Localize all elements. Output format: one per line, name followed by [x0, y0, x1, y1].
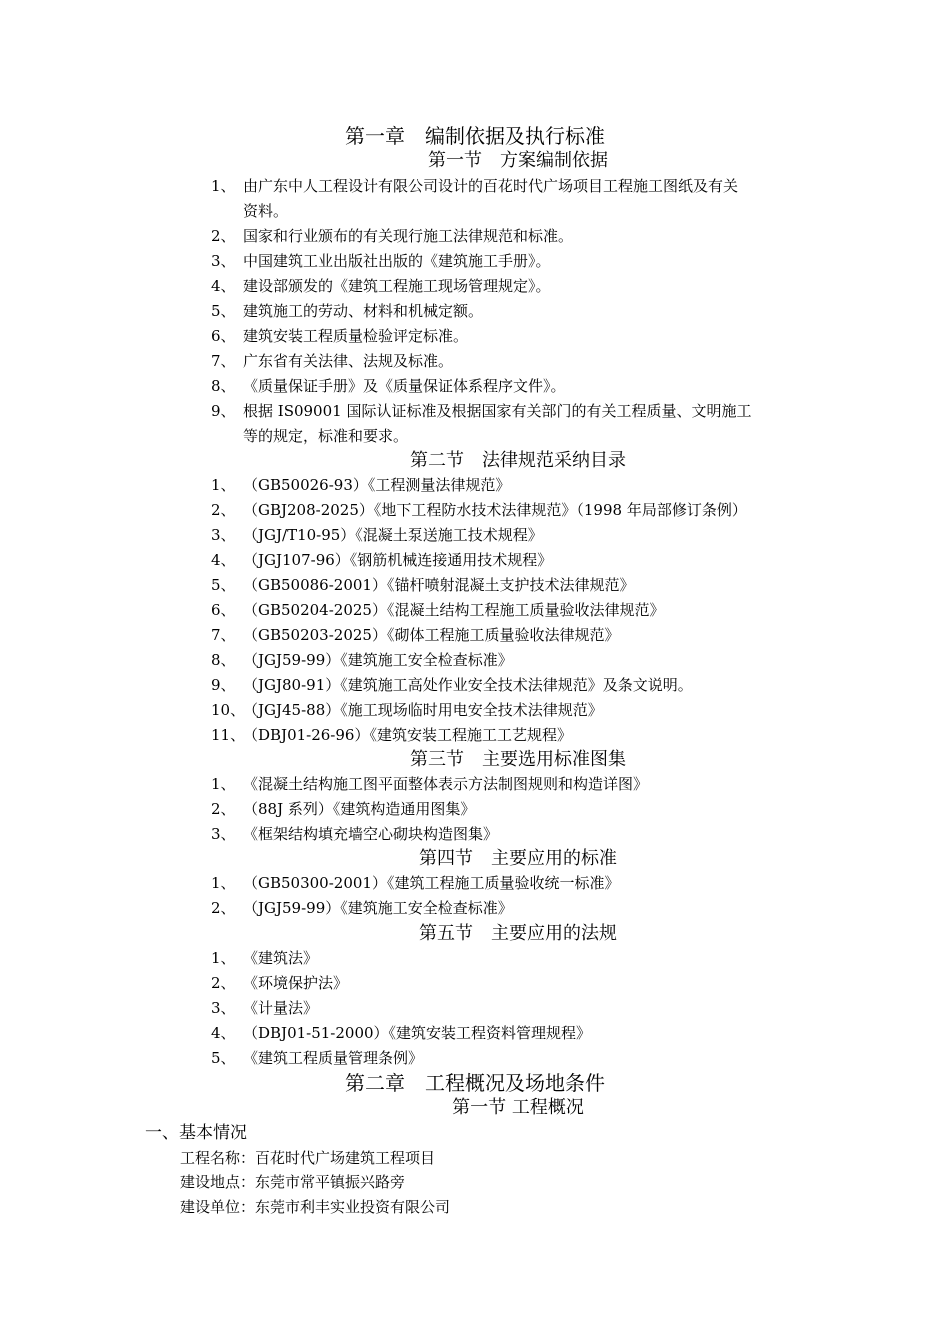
- section-5-title: 第五节 主要应用的法规: [419, 923, 617, 944]
- chapter-1-title: 第一章 编制依据及执行标准: [345, 124, 605, 148]
- list-item: 1、 （GB50300-2001）《建筑工程施工质量验收统一标准》: [211, 874, 620, 892]
- section-4-title: 第四节 主要应用的标准: [419, 848, 617, 869]
- section-1-title: 第一节 方案编制依据: [428, 150, 608, 171]
- list-item: 4、 （DBJ01-51-2000）《建筑安装工程资料管理规程》: [211, 1024, 592, 1042]
- list-item: 1、 《建筑法》: [211, 949, 319, 967]
- list-item: 2、 国家和行业颁布的有关现行施工法律规范和标准。: [211, 227, 574, 245]
- list-item: 8、 《质量保证手册》及《质量保证体系程序文件》。: [211, 377, 566, 395]
- chapter-2-section-1-title: 第一节 工程概况: [452, 1097, 584, 1118]
- info-line-developer: 建设单位：东莞市利丰实业投资有限公司: [180, 1198, 451, 1216]
- list-item: 6、 （GB50204-2025）《混凝土结构工程施工质量验收法律规范》: [211, 601, 665, 619]
- list-item: 4、 建设部颁发的《建筑工程施工现场管理规定》。: [211, 277, 551, 295]
- list-item: 2、 （GBJ208-2025）《地下工程防水技术法律规范》（1998 年局部修订条例）: [211, 501, 747, 519]
- section-3-title: 第三节 主要选用标准图集: [410, 749, 626, 770]
- list-item: 1、 （GB50026-93）《工程测量法律规范》: [211, 476, 511, 494]
- list-item: 7、 广东省有关法律、法规及标准。: [211, 352, 454, 370]
- list-item: 1、 由广东中人工程设计有限公司设计的百花时代广场项目工程施工图纸及有关: [211, 177, 739, 195]
- subheading-basic-info: 一、基本情况: [145, 1123, 247, 1143]
- list-item: 4、 （JGJ107-96）《钢筋机械连接通用技术规程》: [211, 551, 553, 569]
- list-item: 8、 （JGJ59-99）《建筑施工安全检查标准》: [211, 651, 513, 669]
- section-2-title: 第二节 法律规范采纳目录: [410, 450, 626, 471]
- list-item: 3、 （JGJ/T10-95）《混凝土泵送施工技术规程》: [211, 526, 543, 544]
- list-item-continuation: 等的规定，标准和要求。: [243, 427, 409, 445]
- list-item: 6、 建筑安装工程质量检验评定标准。: [211, 327, 469, 345]
- list-item: 2、 （88J 系列）《建筑构造通用图集》: [211, 800, 476, 818]
- list-item: 2、 《环境保护法》: [211, 974, 349, 992]
- list-item: 5、 建筑施工的劳动、材料和机械定额。: [211, 302, 484, 320]
- list-item: 3、 《框架结构填充墙空心砌块构造图集》: [211, 825, 499, 843]
- list-item: 11、（DBJ01-26-96）《建筑安装工程施工工艺规程》: [211, 726, 572, 744]
- info-line-project-name: 工程名称：百花时代广场建筑工程项目: [180, 1149, 436, 1167]
- list-item: 5、 《建筑工程质量管理条例》: [211, 1049, 424, 1067]
- list-item: 10、（JGJ45-88）《施工现场临时用电安全技术法律规范》: [211, 701, 603, 719]
- info-line-location: 建设地点：东莞市常平镇振兴路旁: [180, 1173, 406, 1191]
- list-item: 3、 《计量法》: [211, 999, 319, 1017]
- list-item-continuation: 资料。: [243, 202, 289, 220]
- list-item: 2、 （JGJ59-99）《建筑施工安全检查标准》: [211, 899, 513, 917]
- list-item: 5、 （GB50086-2001）《锚杆喷射混凝土支护技术法律规范》: [211, 576, 635, 594]
- list-item: 1、 《混凝土结构施工图平面整体表示方法制图规则和构造详图》: [211, 775, 649, 793]
- chapter-2-title: 第二章 工程概况及场地条件: [345, 1071, 605, 1095]
- list-item: 7、 （GB50203-2025）《砌体工程施工质量验收法律规范》: [211, 626, 620, 644]
- list-item: 9、 根据 IS09001 国际认证标准及根据国家有关部门的有关工程质量、文明施工: [211, 402, 752, 420]
- list-item: 9、 （JGJ80-91）《建筑施工高处作业安全技术法律规范》及条文说明。: [211, 676, 693, 694]
- list-item: 3、 中国建筑工业出版社出版的《建筑施工手册》。: [211, 252, 551, 270]
